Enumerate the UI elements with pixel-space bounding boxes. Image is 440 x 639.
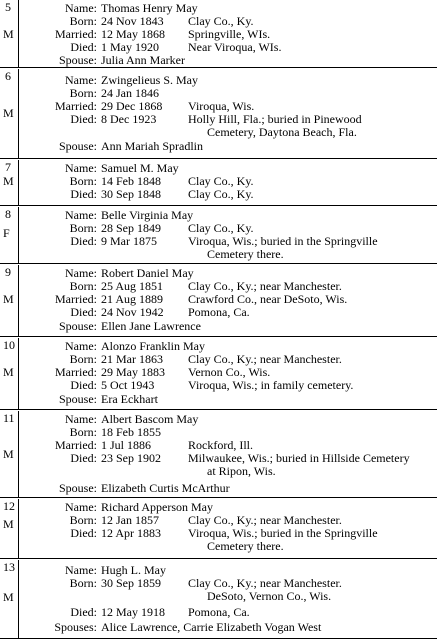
event-date: 23 Sep 1902 (101, 451, 161, 465)
field-label: Name: (65, 161, 97, 175)
field-value: Zwingelieus S. May (101, 73, 198, 87)
record-field-row (19, 306, 437, 318)
record-sex: M (3, 365, 14, 379)
record-id-column (0, 265, 19, 336)
event-place: Pomona, Ca. (188, 605, 250, 619)
record-field-row (19, 209, 437, 221)
record-field-row (19, 577, 437, 589)
record-sex: M (3, 174, 14, 188)
event-place: Rockford, Ill. (188, 438, 253, 452)
person-record (0, 160, 437, 206)
field-label: Born: (69, 513, 97, 527)
field-label: Died: (70, 187, 97, 201)
field-label: Married: (55, 438, 97, 452)
record-number: 12 (3, 499, 15, 513)
event-place: Viroqua, Wis.; buried in the Springville (188, 234, 378, 248)
event-date: 14 Feb 1848 (101, 174, 161, 188)
field-value: Julia Ann Marker (101, 53, 185, 67)
field-label: Spouse: (58, 139, 97, 153)
record-field-row (19, 175, 437, 187)
record-sex: M (3, 447, 14, 461)
record-sex: M (3, 292, 14, 306)
field-value: Ellen Jane Lawrence (101, 319, 201, 333)
record-field-row (19, 340, 437, 352)
person-record (0, 499, 437, 559)
field-label: Spouse: (58, 319, 97, 333)
record-field-row (19, 606, 437, 618)
event-place: Viroqua, Wis.; buried in the Springville (188, 526, 378, 540)
field-value: Samuel M. May (101, 161, 179, 175)
record-field-row (19, 280, 437, 292)
event-date: 21 Mar 1863 (101, 352, 163, 366)
event-date: 25 Aug 1851 (101, 279, 164, 293)
event-date: 30 Sep 1848 (101, 187, 161, 201)
event-place: Springville, WIs. (188, 27, 271, 41)
field-value: Elizabeth Curtis McArthur (101, 481, 230, 495)
field-label: Died: (70, 305, 97, 319)
record-field-row (19, 320, 437, 332)
record-number: 8 (5, 207, 11, 221)
record-sex: M (3, 517, 14, 531)
person-record (0, 560, 437, 639)
record-field-row (19, 293, 437, 305)
event-place: Crawford Co., near DeSoto, Wis. (188, 292, 348, 306)
field-label: Born: (69, 279, 97, 293)
record-field-row (19, 15, 437, 27)
person-record (0, 338, 437, 410)
field-label: Died: (70, 112, 97, 126)
record-field-row (19, 540, 437, 552)
event-place: Clay Co., Ky. (188, 187, 254, 201)
record-sex: M (3, 27, 14, 41)
person-record (0, 207, 437, 264)
field-label: Married: (55, 99, 97, 113)
event-date: 12 Jan 1857 (101, 513, 159, 527)
event-place: Viroqua, Wis.; in family cemetery. (188, 378, 354, 392)
field-label: Died: (70, 526, 97, 540)
record-id-column (0, 338, 19, 409)
event-date: 12 May 1868 (101, 27, 165, 41)
field-label: Name: (65, 500, 97, 514)
field-label: Died: (70, 451, 97, 465)
place-continuation: Cemetery there. (207, 247, 284, 261)
record-field-row (19, 482, 437, 494)
record-id-column (0, 499, 19, 558)
record-field-row (19, 353, 437, 365)
record-field-row (19, 87, 437, 99)
person-record (0, 411, 437, 498)
record-field-row (19, 439, 437, 451)
record-field-row (19, 188, 437, 200)
record-field-row (19, 140, 437, 152)
record-id-column (0, 560, 19, 638)
record-field-row (19, 28, 437, 40)
event-place: Vernon Co., Wis. (188, 365, 271, 379)
field-label: Spouse: (58, 53, 97, 67)
field-label: Name: (65, 412, 97, 426)
event-date: 24 Nov 1942 (101, 305, 164, 319)
field-label: Name: (65, 266, 97, 280)
event-date: 24 Jan 1846 (101, 86, 159, 100)
place-continuation: DeSoto, Vernon Co., Wis. (207, 589, 332, 603)
event-date: 8 Dec 1923 (101, 112, 157, 126)
record-number: 11 (3, 411, 15, 425)
record-field-row (19, 413, 437, 425)
field-label: Died: (70, 40, 97, 54)
record-field-row (19, 267, 437, 279)
field-value: Hugh L. May (101, 563, 166, 577)
record-id-column (0, 0, 19, 67)
event-date: 1 May 1920 (101, 40, 159, 54)
record-field-row (19, 126, 437, 138)
record-field-row (19, 426, 437, 438)
field-label: Born: (69, 425, 97, 439)
field-label: Born: (69, 352, 97, 366)
record-field-row (19, 621, 437, 633)
record-number: 10 (3, 338, 15, 352)
field-label: Spouse: (58, 481, 97, 495)
record-field-row (19, 41, 437, 53)
event-place: Viroqua, Wis. (188, 99, 255, 113)
record-field-row (19, 465, 437, 477)
record-field-row (19, 113, 437, 125)
event-date: 29 May 1883 (101, 365, 165, 379)
field-label: Died: (70, 234, 97, 248)
field-label: Married: (55, 292, 97, 306)
record-field-row (19, 379, 437, 391)
record-number: 13 (3, 560, 15, 574)
record-field-row (19, 501, 437, 513)
record-field-row (19, 527, 437, 539)
field-value: Belle Virginia May (101, 208, 194, 222)
event-place: Holly Hill, Fla.; buried in Pinewood (188, 112, 362, 126)
field-value: Albert Bascom May (101, 412, 199, 426)
record-field-row (19, 366, 437, 378)
field-value: Alice Lawrence, Carrie Elizabeth Vogan West (101, 620, 322, 634)
field-value: Ann Mariah Spradlin (101, 139, 203, 153)
event-date: 28 Sep 1849 (101, 221, 161, 235)
event-place: Pomona, Ca. (188, 305, 250, 319)
event-place: Milwaukee, Wis.; buried in Hillside Cemetery (188, 451, 410, 465)
event-place: Clay Co., Ky.; near Manchester. (188, 352, 342, 366)
person-record (0, 0, 437, 68)
record-field-row (19, 2, 437, 14)
record-sex: F (3, 226, 10, 240)
field-label: Name: (65, 208, 97, 222)
event-date: 30 Sep 1859 (101, 576, 161, 590)
field-label: Name: (65, 73, 97, 87)
field-value: Richard Apperson May (101, 500, 213, 514)
record-field-row (19, 100, 437, 112)
record-field-row (19, 74, 437, 86)
field-label: Spouse: (58, 392, 97, 406)
field-label: Name: (65, 1, 97, 15)
record-field-row (19, 54, 437, 66)
field-label: Born: (69, 174, 97, 188)
field-label: Married: (55, 27, 97, 41)
field-value: Thomas Henry May (101, 1, 198, 15)
event-date: 18 Feb 1855 (101, 425, 161, 439)
field-label: Spouses: (54, 620, 97, 634)
record-field-row (19, 222, 437, 234)
field-label: Name: (65, 563, 97, 577)
record-field-row (19, 514, 437, 526)
field-label: Born: (69, 221, 97, 235)
record-number: 6 (5, 69, 11, 83)
event-place: Clay Co., Ky. (188, 174, 254, 188)
field-label: Name: (65, 339, 97, 353)
person-record (0, 69, 437, 159)
record-number: 9 (5, 265, 11, 279)
field-label: Died: (70, 605, 97, 619)
record-sex: M (3, 106, 14, 120)
event-date: 12 May 1918 (101, 605, 165, 619)
record-number: 5 (5, 0, 11, 14)
field-value: Alonzo Franklin May (101, 339, 205, 353)
field-label: Died: (70, 378, 97, 392)
record-field-row (19, 235, 437, 247)
field-value: Era Eckhart (101, 392, 158, 406)
event-date: 21 Aug 1889 (101, 292, 164, 306)
place-continuation: Cemetery, Daytona Beach, Fla. (207, 125, 357, 139)
event-place: Clay Co., Ky.; near Manchester. (188, 279, 342, 293)
event-date: 12 Apr 1883 (101, 526, 161, 540)
event-date: 24 Nov 1843 (101, 14, 164, 28)
event-date: 9 Mar 1875 (101, 234, 157, 248)
record-id-column (0, 160, 19, 205)
record-field-row (19, 452, 437, 464)
record-field-row (19, 248, 437, 260)
event-place: Clay Co., Ky. (188, 221, 254, 235)
event-date: 29 Dec 1868 (101, 99, 163, 113)
person-record (0, 265, 437, 337)
place-continuation: at Ripon, Wis. (207, 464, 276, 478)
record-field-row (19, 393, 437, 405)
event-place: Clay Co., Ky.; near Manchester. (188, 576, 342, 590)
field-value: Robert Daniel May (101, 266, 194, 280)
record-id-column (0, 411, 19, 497)
field-label: Married: (55, 365, 97, 379)
event-place: Clay Co., Ky. (188, 14, 254, 28)
record-field-row (19, 162, 437, 174)
record-field-row (19, 564, 437, 576)
field-label: Born: (69, 86, 97, 100)
record-id-column (0, 69, 19, 158)
record-field-row (19, 590, 437, 602)
event-date: 1 Jul 1886 (101, 438, 152, 452)
event-place: Near Viroqua, WIs. (188, 40, 282, 54)
field-label: Born: (69, 576, 97, 590)
place-continuation: Cemetery there. (207, 539, 284, 553)
event-date: 5 Oct 1943 (101, 378, 155, 392)
record-sex: M (3, 590, 14, 604)
record-number: 7 (5, 160, 11, 174)
record-id-column (0, 207, 19, 263)
event-place: Clay Co., Ky.; near Manchester. (188, 513, 342, 527)
field-label: Born: (69, 14, 97, 28)
